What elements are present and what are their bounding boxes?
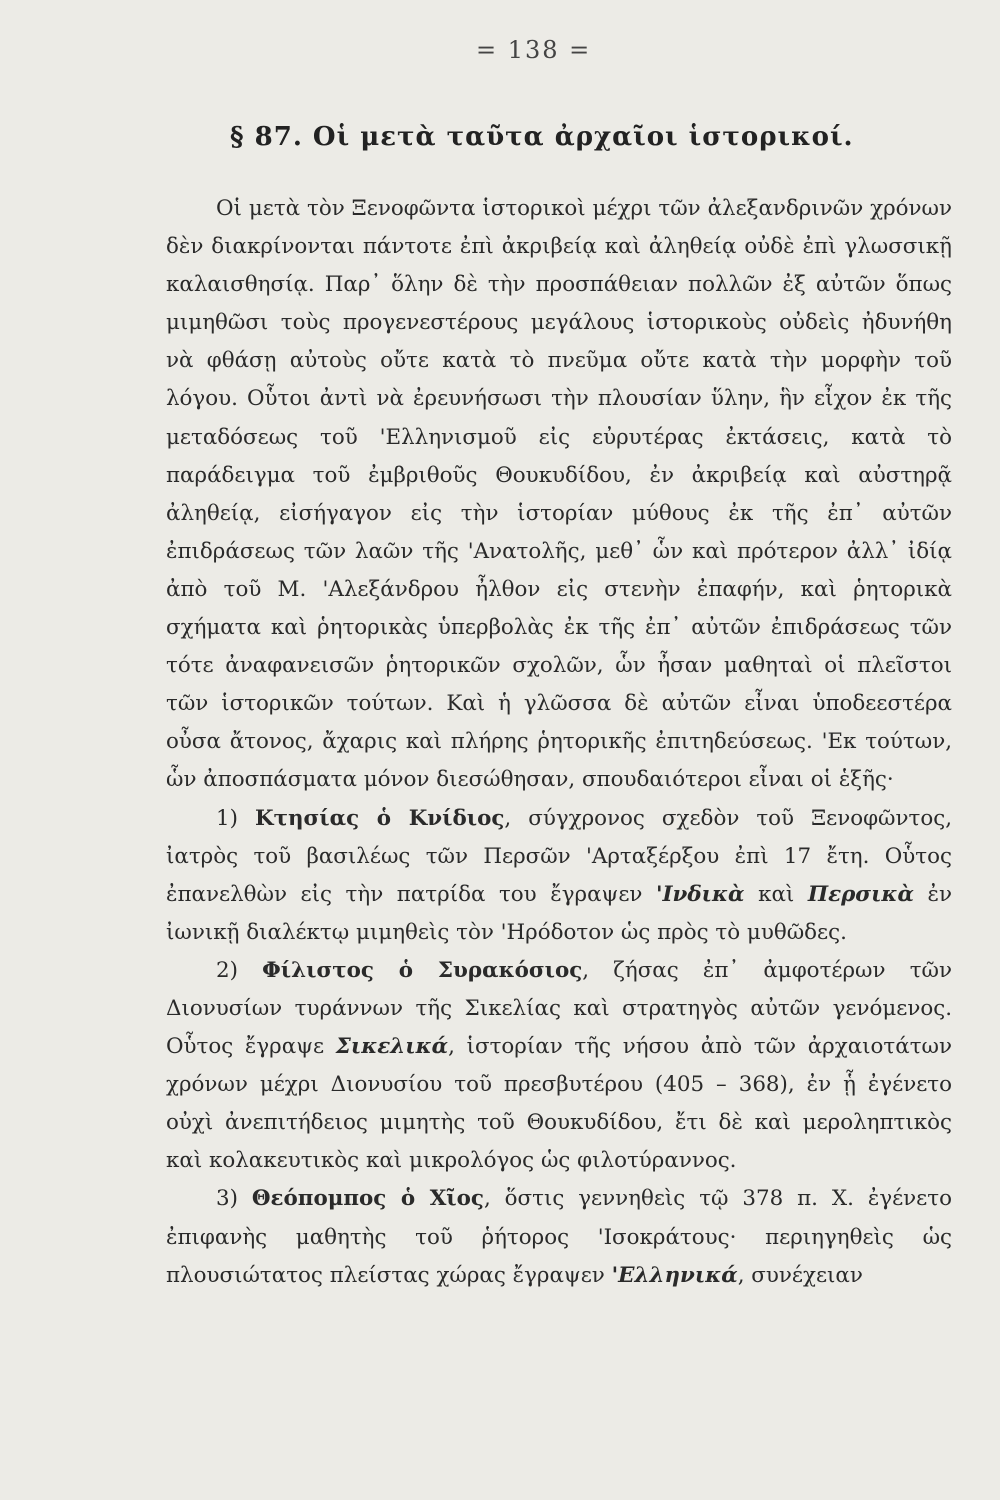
item-number: 2): [216, 957, 238, 983]
intro-paragraph: [166, 190, 952, 800]
historian-name: Κτησίας ὁ Κνίδιος: [254, 805, 505, 831]
work-title: 'Ινδικὰ: [655, 881, 745, 907]
item-text: , σύγχρονος σχεδὸν τοῦ Ξενοφῶντος, ἰατρὸς τοῦ βασιλέως τῶν Περσῶν 'Αρταξέρξου ἐπὶ 17 ἔτη. Οὗτος ἐπανελθὼν εἰς τὴν πατρίδα του ἔγραψεν: [166, 805, 952, 907]
section-heading: § 87. Οἱ μετὰ ταῦτα ἀρχαῖοι ἱστορικοί.: [230, 122, 854, 152]
intro-text: Οἱ μετὰ τὸν Ξενοφῶντα ἱστορικοὶ μέχρι τῶν ἀλεξανδρινῶν χρόνων δὲν διακρίνονται πάντοτε ἐπὶ ἀκριβείᾳ καὶ ἀληθείᾳ οὐδὲ ἐπὶ γλωσσικῇ καλαισθησίᾳ. Παρ᾽ ὅλην δὲ τὴν προσπάθειαν πολλῶν ἐξ αὐτῶν ὅπως μιμηθῶσι τοὺς προγενεστέρους μεγάλους ἱστορικοὺς οὐδεὶς ἠδυνήθη νὰ φθάσῃ αὐτοὺς οὔτε κατὰ τὸ πνεῦμα οὔτε κατὰ τὴν μορφὴν τοῦ λόγου. Οὗτοι ἀντὶ νὰ ἐρευνήσωσι τὴν πλουσίαν ὕλην, ἣν εἶχον ἐκ τῆς μεταδόσεως τοῦ 'Ελληνισμοῦ εἰς εὐρυτέρας ἐκτάσεις, κατὰ τὸ παράδειγμα τοῦ ἐμβριθοῦς Θουκυδίδου, ἐν ἀκριβείᾳ καὶ αὐστηρᾷ ἀληθείᾳ, εἰσήγαγον εἰς τὴν ἱστορίαν μύθους ἐκ τῆς ἐπ᾽ αὐτῶν ἐπιδράσεως τῶν λαῶν τῆς 'Ανατολῆς, μεθ᾽ ὧν καὶ πρότερον ἀλλ᾽ ἰδίᾳ ἀπὸ τοῦ Μ. 'Αλεξάνδρου ἦλθον εἰς στενὴν ἐπαφήν, καὶ ῥητορικὰ σχήματα καὶ ῥητορικὰς ὑπερβολὰς ἐκ τῆς ἐπ᾽ αὐτῶν ἐπιδράσεως τῶν τότε ἀναφανεισῶν ῥητορικῶν σχολῶν, ὧν ἦσαν μαθηταὶ οἱ πλεῖστοι τῶν ἱστορικῶν τούτων. Καὶ ἡ γλῶσσα δὲ αὐτῶν εἶναι ὑποδεεστέρα οὖσα ἄτονος, ἄχαρις καὶ πλήρης ῥητορικῆς ἐπιτηδεύσεως. 'Εκ τούτων, ὧν ἀποσπάσματα μόνον διεσώθησαν, σπουδαιότεροι εἶναι οἱ ἑξῆς·: [166, 196, 952, 793]
item-text: , συνέχειαν: [737, 1262, 863, 1288]
list-item: [166, 1180, 952, 1294]
work-title: Σικελικά: [335, 1034, 449, 1060]
item-text: ἐν ἰωνικῇ διαλέκτῳ μιμηθεὶς τὸν 'Ηρόδοτον ὡς πρὸς τὸ μυθῶδες.: [166, 881, 952, 945]
historian-name: Φίλιστος ὁ Συρακόσιος: [262, 957, 583, 983]
item-text: , ἱστορίαν τῆς νήσου ἀπὸ τῶν ἀρχαιοτάτων χρόνων μέχρι Διονυσίου τοῦ πρεσβυτέρου (405 – 368), ἐν ᾗ ἐγένετο οὐχὶ ἀνεπιτήδειος μιμητὴς τοῦ Θουκυδίδου, ἔτι δὲ καὶ μεροληπτικὸς καὶ κολακευτικὸς καὶ μικρολόγος ὡς φιλοτύραννος.: [166, 1034, 952, 1174]
work-title: Περσικὰ: [807, 881, 914, 907]
item-number: 3): [216, 1186, 238, 1212]
body-text: [166, 190, 952, 1295]
list-item: [166, 952, 952, 1181]
historian-name: Θεόπομπος ὁ Χῖος: [251, 1186, 484, 1212]
work-title: 'Ελληνικά: [611, 1262, 738, 1288]
page-number: = 138 =: [476, 36, 592, 64]
item-text: καὶ: [744, 881, 808, 907]
item-number: 1): [216, 805, 238, 831]
list-item: [166, 800, 952, 952]
item-text: , ζήσας ἐπ᾽ ἀμφοτέρων τῶν Διονυσίων τυράννων τῆς Σικελίας καὶ στρατηγὸς αὐτῶν γενόμενος. Οὗτος ἔγραψε: [166, 957, 952, 1060]
item-text: , ὅστις γεννηθεὶς τῷ 378 π. Χ. ἐγένετο ἐπιφανὴς μαθητὴς τοῦ ῥήτορος 'Ισοκράτους· περιηγηθεὶς ὡς πλουσιώτατος πλείστας χώρας ἔγραψεν: [166, 1186, 952, 1288]
